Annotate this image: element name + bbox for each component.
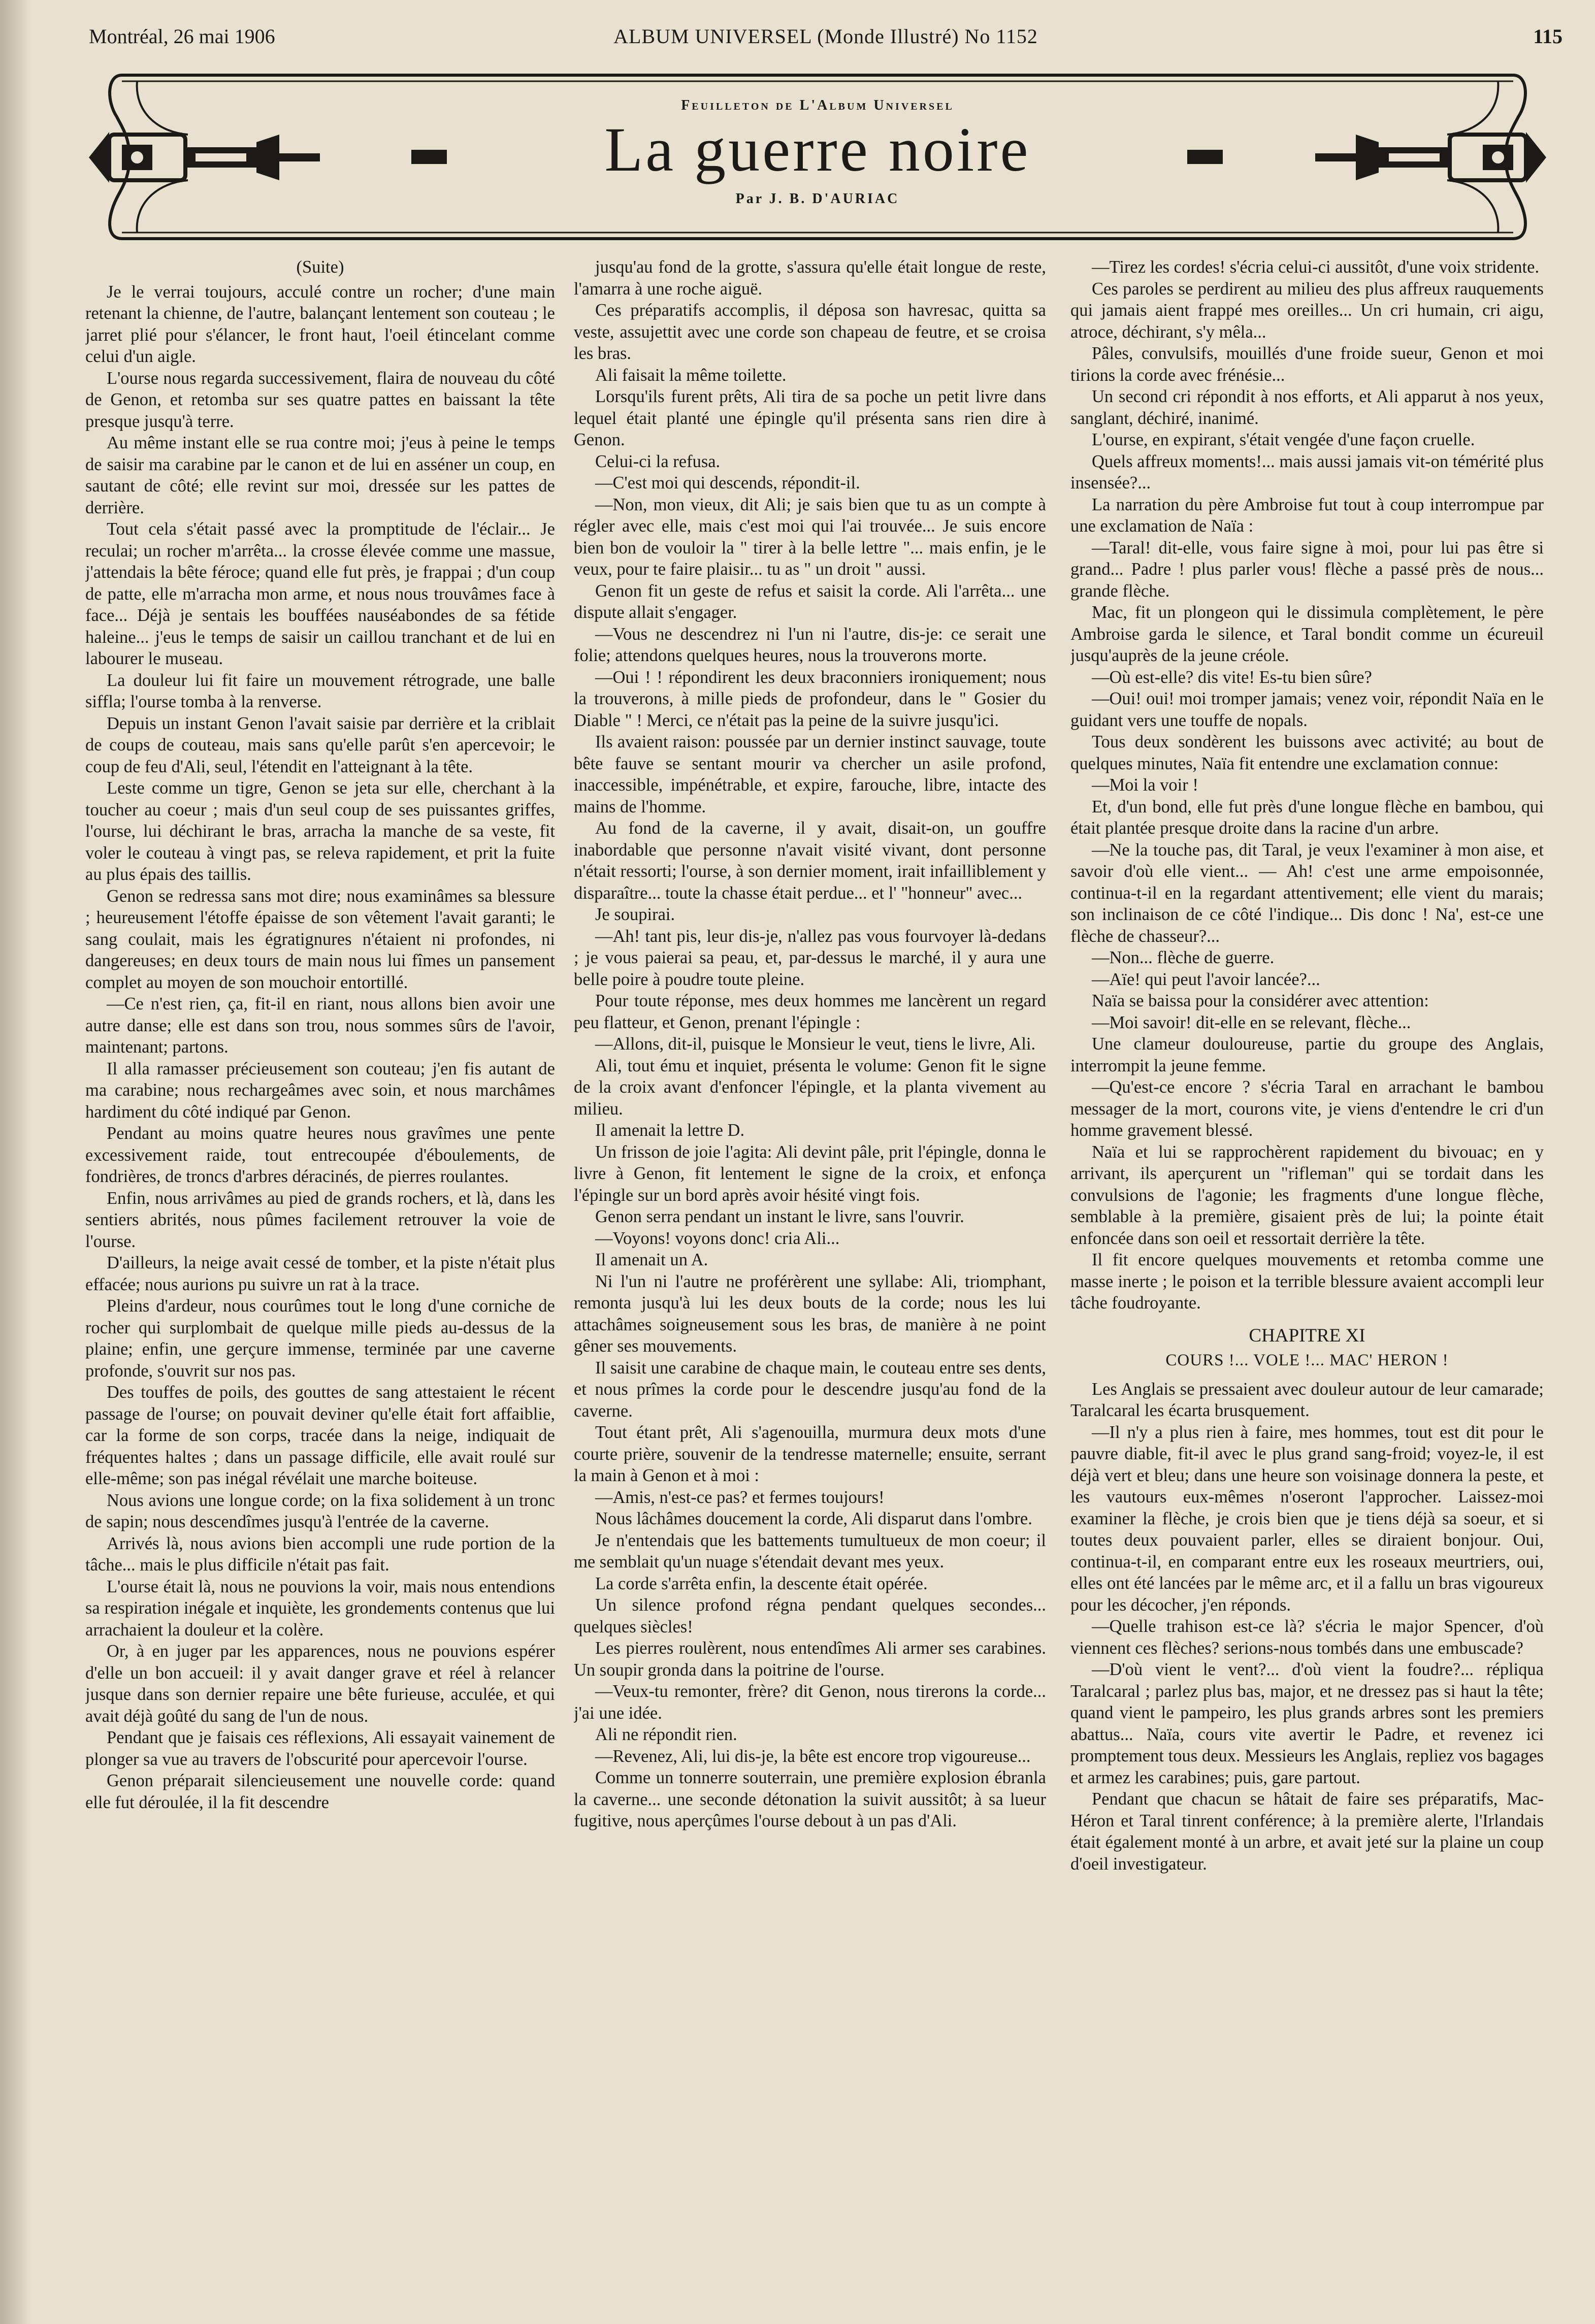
paragraph: Pendant que chacun se hâtait de faire ses préparatifs, Mac-Héron et Taral tinrent conférence; à la première alerte, l'Irlandais était également monté à un arbre, et avait jeté sur la plaine un coup d'oeil investigateur. xyxy=(1070,1789,1544,1874)
paragraph: Pendant au moins quatre heures nous gravîmes une pente excessivement raide, tout entrecoupée d'éboulements, de fondrières, de troncs d'arbres déracinés, de pierres roulantes. xyxy=(85,1124,555,1186)
text-column-1 xyxy=(85,256,555,2257)
paragraph: —Voyons! voyons donc! cria Ali... xyxy=(595,1228,840,1248)
paragraph: Au même instant elle se rua contre moi; j'eus à peine le temps de saisir ma carabine par le canon et de lui en asséner un coup, en sautant de côté; elle revint sur moi, dressée sur les pattes de derrière. xyxy=(85,433,555,517)
header-publication: ALBUM UNIVERSEL (Monde Illustré) No 1152 xyxy=(613,25,1038,48)
paragraph: —Non... flèche de guerre. xyxy=(1092,948,1275,967)
paragraph: Depuis un instant Genon l'avait saisie par derrière et la criblait de coups de couteau, mais sans qu'elle parût s'en apercevoir; le coup de feu d'Ali, seul, l'étendit en l'atteignant à la tête. xyxy=(85,713,555,776)
paragraph: Tout étant prêt, Ali s'agenouilla, murmura deux mots d'une courte prière, souvenir de la tendresse maternelle; ensuite, serrant la main à Genon et à moi : xyxy=(574,1423,1046,1485)
paragraph: L'ourse, en expirant, s'était vengée d'une façon cruelle. xyxy=(1092,430,1475,449)
paragraph: —Oui ! ! répondirent les deux braconniers ironiquement; nous la trouverons, à mille pieds de profondeur, dans le " Gosier du Diable " ! Merci, ce n'était pas la peine de la suivre jusqu'ici. xyxy=(574,667,1046,730)
paragraph: Genon préparait silencieusement une nouvelle corde: quand elle fut déroulée, il la fit descendre xyxy=(85,1771,555,1812)
feuilleton-masthead xyxy=(86,71,1549,244)
paragraph: —Quelle trahison est-ce là? s'écria le major Spencer, d'où viennent ces flèches? serions-nous tombés dans une embuscade? xyxy=(1070,1617,1544,1658)
paragraph: —Oui! oui! moi tromper jamais; venez voir, répondit Naïa en le guidant vers une touffe de nopals. xyxy=(1070,689,1544,730)
header-page-number: 115 xyxy=(1533,25,1563,48)
paragraph: Arrivés là, nous avions bien accompli une rude portion de la tâche... mais le plus difficile n'était pas fait. xyxy=(85,1533,555,1575)
paragraph: Une clameur douloureuse, partie du groupe des Anglais, interrompit la jeune femme. xyxy=(1070,1034,1544,1075)
paragraph: Il amenait la lettre D. xyxy=(595,1121,745,1140)
paragraph: —Ne la touche pas, dit Taral, je veux l'examiner à mon aise, et savoir d'où elle vient... — Ah! c'est une arme empoisonnée, continua-t-il en la regardant attentivement; elle vient du marais; son inclinaison de ce côté l'indique... Dis donc ! Na', est-ce une flèche de chasseur?... xyxy=(1070,840,1544,946)
paragraph: Les pierres roulèrent, nous entendîmes Ali armer ses carabines. Un soupir gronda dans la poitrine de l'ourse. xyxy=(574,1639,1046,1680)
paragraph: Ni l'un ni l'autre ne proférèrent une syllabe: Ali, triomphant, remonta jusqu'à lui les deux bouts de la corde; nous les lui attachâmes soigneusement sous les bras, de manière à ne point gêner ses mouvements. xyxy=(574,1271,1046,1356)
paragraph: Il alla ramasser précieusement son couteau; j'en fis autant de ma carabine; nous rechargeâmes avec soin, et nous marchâmes hardiment du côté indiqué par Genon. xyxy=(85,1059,555,1122)
paragraph: La narration du père Ambroise fut tout à coup interrompue par une exclamation de Naïa : xyxy=(1070,495,1544,536)
paragraph: Tous deux sondèrent les buissons avec activité; au bout de quelques minutes, Naïa fit entendre une exclamation connue: xyxy=(1070,732,1544,773)
paragraph: Je n'entendais que les battements tumultueux de mon coeur; il me semblait qu'un nuage s'étendait devant mes yeux. xyxy=(574,1530,1046,1572)
paragraph: —Non, mon vieux, dit Ali; je sais bien que tu as un compte à régler avec elle, mais c'est moi qui l'ai trouvée... Je suis encore bien bon de vouloir la " tirer à la belle lettre "... mais enfin, je le veux, pour te faire plaisir... tu as " un droit " aussi. xyxy=(574,495,1046,579)
paragraph: —Tirez les cordes! s'écria celui-ci aussitôt, d'une voix stridente. xyxy=(1092,257,1540,277)
paragraph: —Qu'est-ce encore ? s'écria Taral en arrachant le bambou messager de la mort, courons vite, je viens d'entendre le cri d'un homme gravement blessé. xyxy=(1070,1077,1544,1140)
paragraph: Pendant que je faisais ces réflexions, Ali essayait vainement de plonger sa vue au travers de l'obscurité pour apercevoir l'ourse. xyxy=(85,1728,555,1769)
chapter-title: CHAPITRE XI xyxy=(1249,1325,1365,1346)
paragraph: —Veux-tu remonter, frère? dit Genon, nous tirerons la corde... j'ai une idée. xyxy=(574,1682,1046,1723)
paragraph: Naïa se baissa pour la considérer avec attention: xyxy=(1092,991,1429,1010)
paragraph: Genon se redressa sans mot dire; nous examinâmes sa blessure ; heureusement l'étoffe épaisse de son vêtement l'avait garanti; le sang coulait, mais les égratignures n'étaient ni profondes, ni dangereuses; en deux tours de main nous lui fîmes un pansement complet au moyen de son mouchoir entortillé. xyxy=(85,886,555,992)
paragraph: —Moi la voir ! xyxy=(1092,775,1198,795)
paragraph: —Ah! tant pis, leur dis-je, n'allez pas vous fourvoyer là-dedans ; je vous paierai sa peau, et, par-dessus le marché, il y aura une belle poire à poudre toute pleine. xyxy=(574,926,1046,989)
paragraph: La douleur lui fit faire un mouvement rétrograde, une balle siffla; l'ourse tomba à la renverse. xyxy=(85,670,555,711)
paragraph: —Aïe! qui peut l'avoir lancée?... xyxy=(1092,969,1320,989)
continuation-label: (Suite) xyxy=(296,257,344,277)
paragraph: —Ce n'est rien, ça, fit-il en riant, nous allons bien avoir une autre danse; elle est dans son trou, nous sommes sûrs de l'avoir, maintenant; partons. xyxy=(85,994,555,1057)
paragraph: Ces paroles se perdirent au milieu des plus affreux rauquements qui jamais aient frappé mes oreilles... Un cri humain, cri aigu, atroce, déchirant, s'y mêla... xyxy=(1070,279,1544,342)
paragraph: Lorsqu'ils furent prêts, Ali tira de sa poche un petit livre dans lequel était planté une épingle qu'il présenta sans rien dire à Genon. xyxy=(574,387,1046,449)
header-date: Montréal, 26 mai 1906 xyxy=(89,25,275,48)
paragraph: —Taral! dit-elle, vous faire signe à moi, pour lui pas être si grand... Padre ! plus parler vous! flèche a passé près de nous... grande flèche. xyxy=(1070,538,1544,601)
chapter-subtitle: COURS !... VOLE !... MAC' HERON ! xyxy=(1165,1351,1449,1369)
paragraph: L'ourse était là, nous ne pouvions la voir, mais nous entendions sa respiration inégale et inquiète, les grondements contenus que lui arrachaient la douleur et la colère. xyxy=(85,1577,555,1640)
paragraph: Ali ne répondit rien. xyxy=(595,1725,737,1744)
paragraph: Pleins d'ardeur, nous courûmes tout le long d'une corniche de rocher qui surplombait de quelque mille pieds au-dessus de la plaine; enfin, une gerçure immense, terminée par une caverne profonde, s'ouvrit sur nos pas. xyxy=(85,1296,555,1381)
paragraph: Les Anglais se pressaient avec douleur autour de leur camarade; Taralcaral les écarta brusquement. xyxy=(1070,1379,1544,1420)
paragraph: L'ourse nous regarda successivement, flaira de nouveau du côté de Genon, et retomba sur ses quatre pattes en baissant la tête presque jusqu'à terre. xyxy=(85,368,555,431)
paragraph: jusqu'au fond de la grotte, s'assura qu'elle était longue de reste, l'amarra à une roche aiguë. xyxy=(574,257,1046,299)
feuilleton-title: La guerre noire xyxy=(604,115,1031,184)
paragraph: Je le verrai toujours, acculé contre un rocher; d'une main retenant la chienne, de l'autre, balançant lentement son couteau ; le jarret plié pour s'élancer, le front haut, l'oeil étincelant comme celui d'un aigle. xyxy=(85,282,555,366)
paragraph: —Il n'y a plus rien à faire, mes hommes, tout est dit pour le pauvre diable, fit-il avec le plus grand sang-froid; voyez-le, il est déjà vert et bleu; dans une heure son voisinage donnera la peste, et les vautours eux-mêmes n'oseront l'approcher. Laissez-moi examiner la flèche, je crois bien que je tiens déjà sa soeur, et si toutes deux pouvaient parler, elles se diraient bonjour. Oui, continua-t-il, en comparant entre eux les roseaux meurtriers, oui, elles ont été lancées par le même arc, et il a fallu un bras vigoureux pour les décocher, j'en réponds. xyxy=(1070,1422,1544,1615)
page-gutter-edge xyxy=(0,0,30,2324)
paragraph: —Moi savoir! dit-elle en se relevant, flèche... xyxy=(1092,1012,1411,1032)
paragraph: Genon fit un geste de refus et saisit la corde. Ali l'arrêta... une dispute allait s'engager. xyxy=(574,581,1046,622)
paragraph: Il fit encore quelques mouvements et retomba comme une masse inerte ; le poison et la terrible blessure avaient accompli leur tâche foudroyante. xyxy=(1070,1250,1544,1313)
column-3-body-top xyxy=(1070,256,1544,1314)
column-2-body xyxy=(574,256,1046,1832)
paragraph: Pour toute réponse, mes deux hommes me lancèrent un regard peu flatteur, et Genon, prenant l'épingle : xyxy=(574,991,1046,1032)
paragraph: —Allons, dit-il, puisque le Monsieur le veut, tiens le livre, Ali. xyxy=(595,1034,1036,1054)
paragraph: Ali, tout ému et inquiet, présenta le volume: Genon fit le signe de la croix avant d'enfoncer l'épingle, et la planta vivement au milieu. xyxy=(574,1056,1046,1119)
paragraph: —Vous ne descendrez ni l'un ni l'autre, dis-je: ce serait une folie; attendons quelques heures, nous la trouverons morte. xyxy=(574,624,1046,665)
paragraph: Il amenait un A. xyxy=(595,1250,708,1269)
text-column-2 xyxy=(574,256,1046,2257)
paragraph: Ces préparatifs accomplis, il déposa son havresac, quitta sa veste, assujettit avec une corde son chapeau de feutre, et se croisa les bras. xyxy=(574,301,1046,363)
paragraph: Genon serra pendant un instant le livre, sans l'ouvrir. xyxy=(595,1207,964,1226)
running-head xyxy=(89,24,1563,55)
paragraph: Nous lâchâmes doucement la corde, Ali disparut dans l'ombre. xyxy=(595,1509,1032,1528)
paragraph: Un second cri répondit à nos efforts, et Ali apparut à nos yeux, sanglant, déchiré, inanimé. xyxy=(1070,387,1544,428)
paragraph: Comme un tonnerre souterrain, une première explosion ébranla la caverne... une seconde détonation la suivit aussitôt; à sa lueur fugitive, nous aperçûmes l'ourse debout à un pas d'Ali. xyxy=(574,1768,1046,1830)
paragraph: Enfin, nous arrivâmes au pied de grands rochers, et là, dans les sentiers abrités, nous pûmes facilement retrouver la voie de l'ourse. xyxy=(85,1188,555,1251)
feuilleton-byline: Par J. B. D'AURIAC xyxy=(735,191,900,207)
paragraph: Leste comme un tigre, Genon se jeta sur elle, cherchant à la toucher au coeur ; mais d'un seul coup de ses puissantes griffes, l'ourse, lui déchirant le bras, arracha la manche de sa veste, fit voler le couteau à vingt pas, se releva rapidement, et prit la fuite au plus épais des taillis. xyxy=(85,778,555,884)
paragraph: —Amis, n'est-ce pas? et fermes toujours! xyxy=(595,1487,885,1507)
paragraph: Ali faisait la même toilette. xyxy=(595,365,787,385)
paragraph: Mac, fit un plongeon qui le dissimula complètement, le père Ambroise garda le silence, et Taral bondit comme un écureuil jusqu'auprès de la jeune créole. xyxy=(1070,603,1544,665)
paragraph: Je soupirai. xyxy=(595,905,675,924)
paragraph: La corde s'arrêta enfin, la descente était opérée. xyxy=(595,1574,928,1593)
paragraph: Un silence profond régna pendant quelques secondes... quelques siècles! xyxy=(574,1595,1046,1636)
column-3-body-bottom xyxy=(1070,1379,1544,1875)
paragraph: Des touffes de poils, des gouttes de sang attestaient le récent passage de l'ourse; on pouvait deviner qu'elle était fort affaiblie, car la forme de son corps, tracée dans la neige, indiquait de fréquentes haltes ; dans un passage difficile, elle avait roulé sur elle-même; son pas inégal révélait une marche boiteuse. xyxy=(85,1383,555,1488)
feuilleton-kicker: Feuilleton de L'Album Universel xyxy=(681,97,954,113)
paragraph: Tout cela s'était passé avec la promptitude de l'éclair... Je reculai; un rocher m'arrêta... la crosse élevée comme une massue, j'attendais la bête féroce; quand elle fut près, je frappai ; d'un coup de patte, elle m'arracha mon arme, et nous nous trouvâmes face à face... Déjà je sentais les bouffées nauséabondes de sa fétide haleine... j'eus le temps de saisir un caillou tranchant et de lui en labourer le museau. xyxy=(85,519,555,668)
column-1-body xyxy=(85,281,555,1814)
paragraph: Il saisit une carabine de chaque main, le couteau entre ses dents, et nous prîmes la corde pour le descendre jusqu'au fond de la caverne. xyxy=(574,1358,1046,1421)
paragraph: —D'où vient le vent?... d'où vient la foudre?... répliqua Taralcaral ; parlez plus bas, major, et ne dressez pas si haut la tête; quand vient le pampeiro, les plus grands arbres sont les premiers abattus... Naïa, cours vite avertir le Padre, et revenez ici promptement tous deux. Messieurs les Anglais, repliez vos bagages et armez les carabines; puis, gare partout. xyxy=(1070,1660,1544,1787)
paragraph: Pâles, convulsifs, mouillés d'une froide sueur, Genon et moi tirions la corde avec frénésie... xyxy=(1070,344,1544,385)
text-column-3 xyxy=(1070,256,1544,2257)
paragraph: Nous avions une longue corde; on la fixa solidement à un tronc de sapin; nous descendîmes jusqu'à l'entrée de la caverne. xyxy=(85,1490,555,1531)
paragraph: Celui-ci la refusa. xyxy=(595,451,721,471)
paragraph: Ils avaient raison: poussée par un dernier instinct sauvage, toute bête fauve se sentant mourir va chercher un asile profond, inaccessible, impénétrable, et expire, farouche, libre, intacte des mains de l'homme. xyxy=(574,732,1046,816)
paragraph: —Revenez, Ali, lui dis-je, la bête est encore trop vigoureuse... xyxy=(595,1746,1031,1766)
paragraph: Un frisson de joie l'agita: Ali devint pâle, prit l'épingle, donna le livre à Genon, fit lentement le signe de la croix, et enfonça l'épingle sur un bord après avoir hésité vingt fois. xyxy=(574,1142,1046,1205)
paragraph: Or, à en juger par les apparences, nous ne pouvions espérer d'elle un bon accueil: il y avait danger grave et réel à relancer jusque dans son dernier repaire une bête furieuse, acculée, et qui avait déjà goûté du sang de l'un de nous. xyxy=(85,1642,555,1726)
paragraph: Quels affreux moments!... mais aussi jamais vit-on témérité plus insensée?... xyxy=(1070,451,1544,493)
paragraph: D'ailleurs, la neige avait cessé de tomber, et la piste n'était plus effacée; nous aurions pu suivre un rat à la trace. xyxy=(85,1253,555,1294)
paragraph: —C'est moi qui descends, répondit-il. xyxy=(595,473,860,493)
paragraph: Naïa et lui se rapprochèrent rapidement du bivouac; en y arrivant, ils aperçurent un "rifleman" qui se tordait dans les convulsions de l'agonie; les fragments d'une longue flèche, semblable à la première, gisaient près de lui; la pointe était enfoncée dans son oeil et ressortait derrière la tête. xyxy=(1070,1142,1544,1248)
paragraph: —Où est-elle? dis vite! Es-tu bien sûre? xyxy=(1092,667,1372,687)
paragraph: Et, d'un bond, elle fut près d'une longue flèche en bambou, qui était plantée presque droite dans la racine d'un arbre. xyxy=(1070,797,1544,838)
paragraph: Au fond de la caverne, il y avait, disait-on, un gouffre inabordable que personne n'avait visité vivant, dont personne n'était ressorti; l'ourse, à son dernier moment, irait infailliblement y disparaître... toute la chasse était perdue... et l' "honneur" avec... xyxy=(574,819,1046,903)
